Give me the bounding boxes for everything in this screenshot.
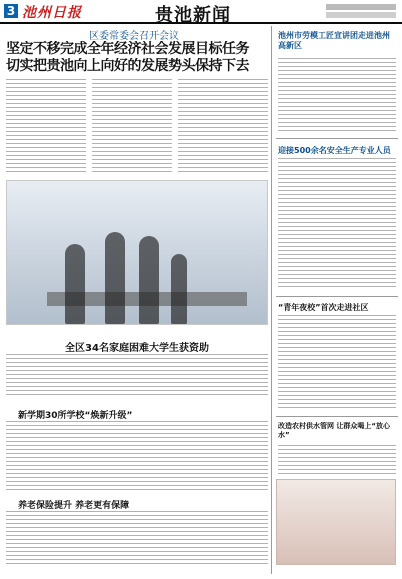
photo-person [65, 244, 85, 324]
edition-info [326, 4, 396, 18]
right-divider-2 [276, 296, 398, 297]
right-mid-title: 迎接500余名安全生产专业人员 [278, 146, 391, 155]
secondary-headline: 全区34名家庭困难大学生获资助 [65, 343, 209, 354]
right-village-body [278, 445, 396, 475]
main-headline-line-1: 坚定不移完成全年经济社会发展目标任务 [6, 41, 249, 57]
main-body-column-2 [92, 79, 172, 175]
right-mid-body [278, 158, 396, 290]
main-body-column-1 [6, 79, 86, 175]
right-bottom-photo [276, 479, 396, 565]
story-title-1: 新学期30所学校“焕新升级” [18, 411, 133, 421]
right-divider-1 [276, 138, 398, 139]
newspaper-logo: 池州日报 [22, 5, 82, 21]
photo-person [139, 236, 159, 324]
section-title: 贵池新闻 [155, 5, 231, 26]
photo-person [105, 232, 125, 324]
main-body-column-3 [178, 79, 268, 175]
secondary-body [6, 354, 268, 398]
story-2-body [6, 511, 268, 567]
story-1-body [6, 421, 268, 491]
right-top-body [278, 58, 396, 132]
right-divider-3 [276, 416, 398, 417]
page-number: 3 [4, 4, 18, 18]
right-top-title: 池州市劳模工匠宣讲团走进池州高新区 [278, 31, 390, 50]
photo-person [171, 254, 187, 324]
right-school-title: “青年夜校”首次走进社区 [278, 303, 369, 312]
right-school-body [278, 315, 396, 411]
story-title-2: 养老保险提升 养老更有保障 [18, 501, 130, 511]
masthead [0, 0, 402, 24]
right-village-title: 改造农村供水管网 让群众喝上“放心水” [278, 422, 391, 439]
main-kicker: 区委常委会召开会议 [89, 31, 179, 42]
main-headline-line-2: 切实把贵池向上向好的发展势头保持下去 [6, 58, 249, 74]
main-photo [6, 180, 268, 325]
column-divider [271, 26, 272, 574]
